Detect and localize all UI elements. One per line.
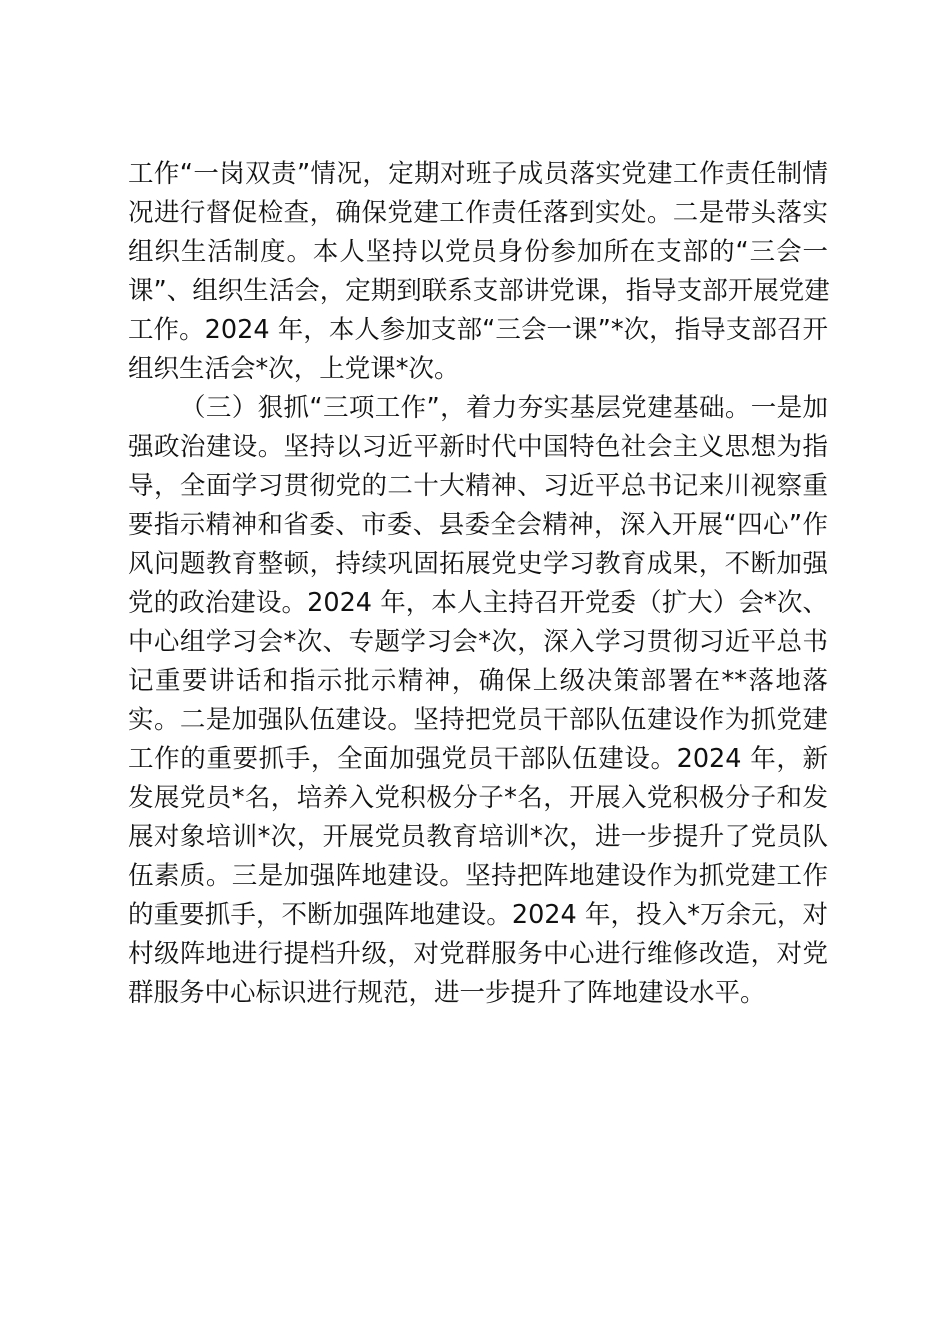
- text-line: 中心组学习会*次、专题学习会*次，深入学习贯彻习近平总书: [128, 627, 828, 657]
- text-line: 工作“一岗双责”情况，定期对班子成员落实党建工作责任制情: [128, 159, 828, 189]
- text-line: 伍素质。三是加强阵地建设。坚持把阵地建设作为抓党建工作: [128, 861, 828, 891]
- paragraph-1: [128, 155, 828, 389]
- text-line: 要指示精神和省委、市委、县委全会精神，深入开展“四心”作: [128, 510, 828, 540]
- text-line: 工作。2024 年，本人参加支部“三会一课”*次，指导支部召开: [128, 315, 828, 345]
- text-line: 风问题教育整顿，持续巩固拓展党史学习教育成果，不断加强: [128, 549, 828, 579]
- text-line: 导，全面学习贯彻党的二十大精神、习近平总书记来川视察重: [128, 471, 828, 501]
- text-line: 群服务中心标识进行规范，进一步提升了阵地建设水平。: [128, 978, 766, 1008]
- text-line: 组织生活制度。本人坚持以党员身份参加所在支部的“三会一: [128, 237, 828, 267]
- text-line: （三）狠抓“三项工作”，着力夯实基层党建基础。一是加: [180, 393, 828, 423]
- paragraph-2: [128, 389, 828, 1013]
- text-line: 的重要抓手，不断加强阵地建设。2024 年，投入*万余元，对: [128, 900, 828, 930]
- text-line: 工作的重要抓手，全面加强党员干部队伍建设。2024 年，新: [128, 744, 828, 774]
- document-body: [128, 155, 828, 1013]
- text-line: 村级阵地进行提档升级，对党群服务中心进行维修改造，对党: [128, 939, 828, 969]
- text-line: 展对象培训*次，开展党员教育培训*次，进一步提升了党员队: [128, 822, 828, 852]
- text-line: 况进行督促检查，确保党建工作责任落到实处。二是带头落实: [128, 198, 828, 228]
- text-line: 发展党员*名，培养入党积极分子*名，开展入党积极分子和发: [128, 783, 828, 813]
- text-line: 课”、组织生活会，定期到联系支部讲党课，指导支部开展党建: [128, 276, 830, 306]
- text-line: 记重要讲话和指示批示精神，确保上级决策部署在**落地落: [128, 666, 828, 696]
- text-line: 党的政治建设。2024 年，本人主持召开党委（扩大）会*次、: [128, 588, 828, 618]
- text-line: 强政治建设。坚持以习近平新时代中国特色社会主义思想为指: [128, 432, 828, 462]
- text-line: 实。二是加强队伍建设。坚持把党员干部队伍建设作为抓党建: [128, 705, 828, 735]
- text-line: 组织生活会*次，上党课*次。: [128, 354, 460, 384]
